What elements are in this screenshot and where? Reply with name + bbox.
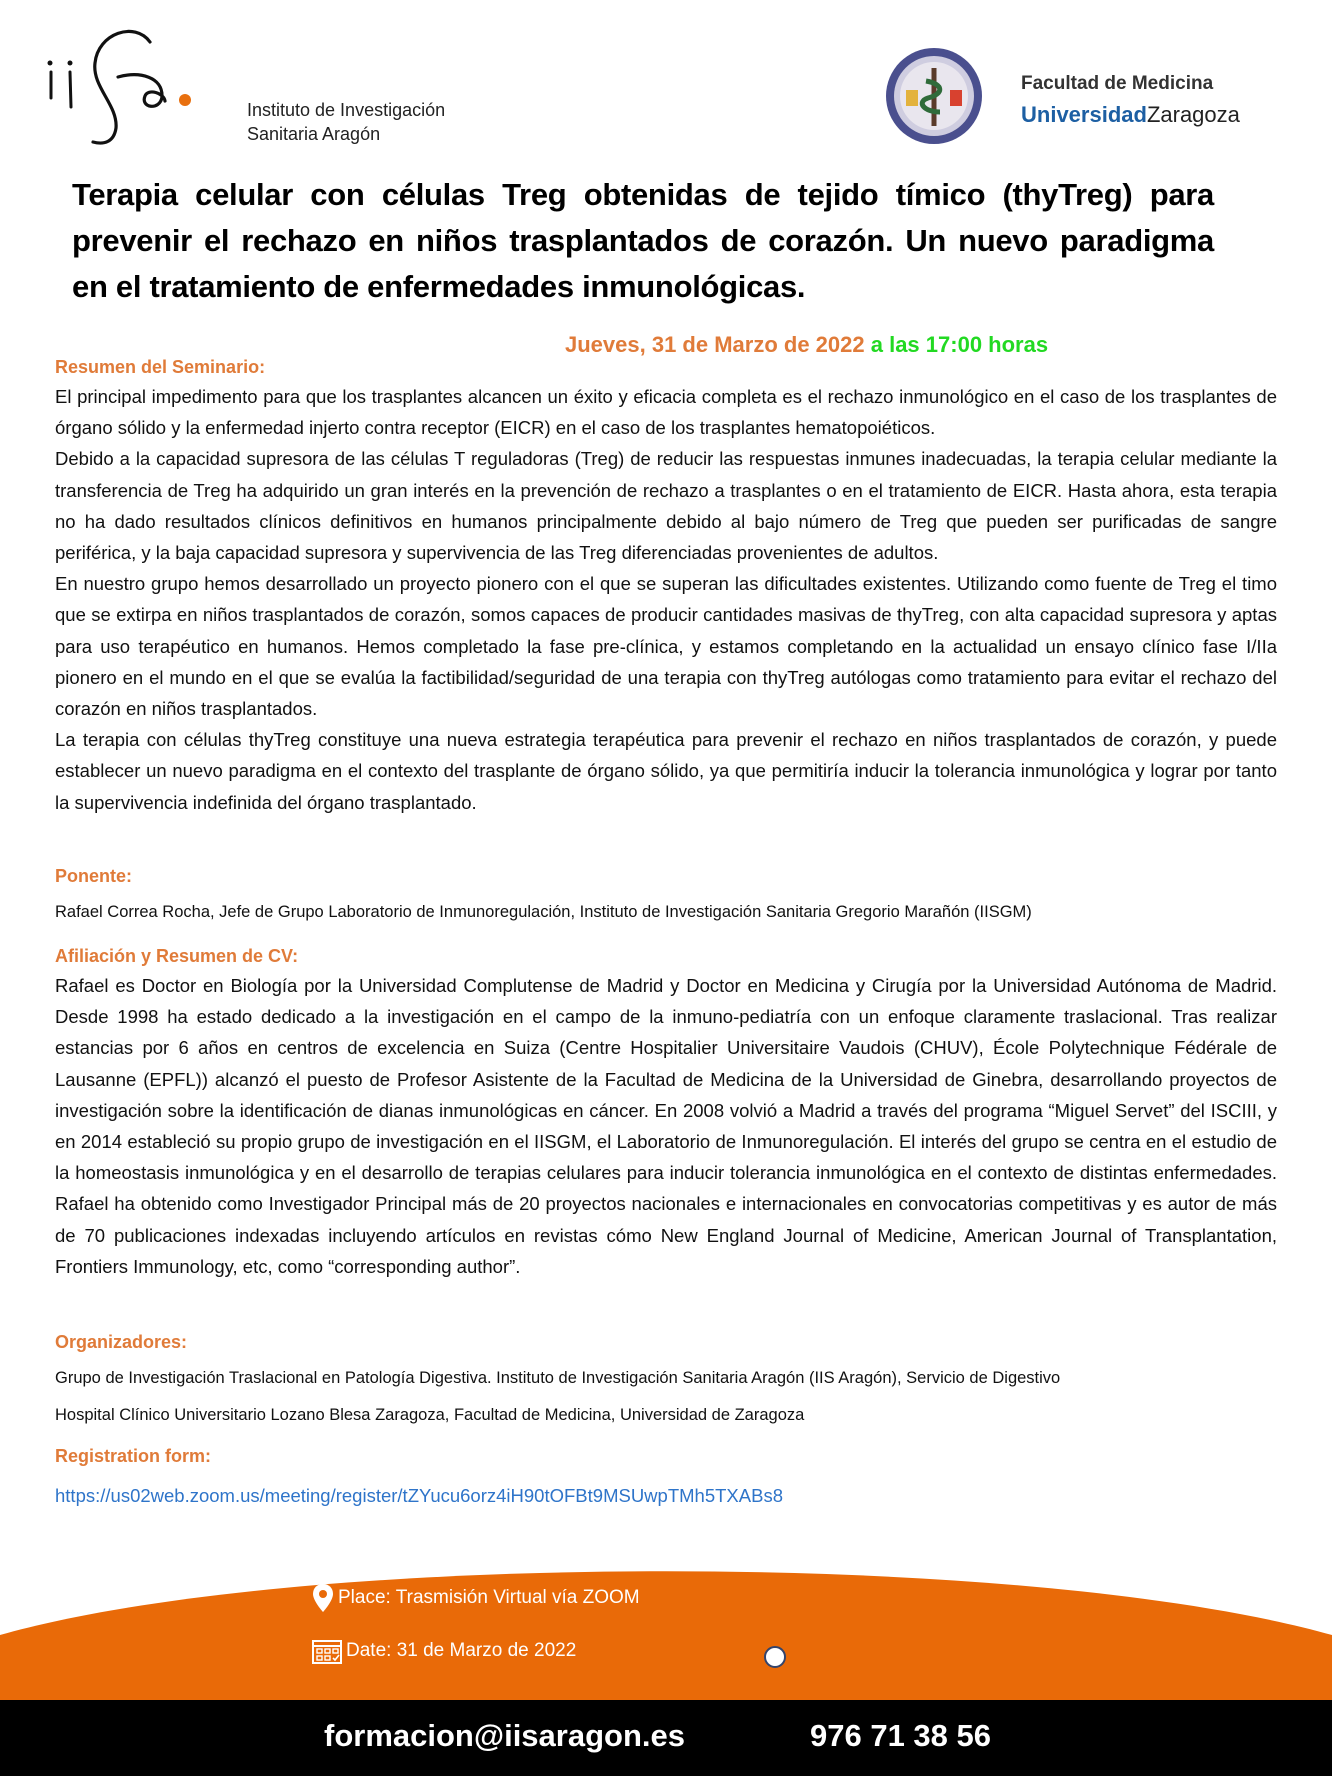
university-bold: Universidad bbox=[1021, 102, 1147, 127]
cv-text: Rafael es Doctor en Biología por la Universidad Complutense de Madrid y Doctor en Medicina y Cirugía por la Universidad Autónoma de Madrid. Desde 1998 ha estado dedicado a la investigación en el campo de la inmuno-pediatría con un enfoque claramente traslacional. Tras realizar estancias por 6 años en centros de excelencia en Suiza (Centre Hospitalier Universitaire Vaudois (CHUV), École Polytechnique Fédérale de Lausanne (EPFL)) alcanzó el puesto de Profesor Asistente de la Facultad de Medicina de la Universidad de Ginebra, desarrollando proyectos de investigación sobre la identificación de dianas inmunológicas en cáncer. En 2008 volvió a Madrid a través del programa “Miguel Servet” del ISCIII, y en 2014 estableció su propio grupo de investigación en el IISGM, el Laboratorio de Inmunoregulación. El interés del grupo se centra en el estudio de la homeostasis inmunológica y en el desarrollo de terapias celulares para inducir tolerancia inmunológica en el contexto de distintas enfermedades. Rafael ha obtenido como Investigador Principal más de 20 proyectos nacionales e internacionales en convocatorias competitivas y es autor de más de 70 publicaciones indexadas incluyendo artículos en revistas cómo New England Journal of Medicine, American Journal of Transplantation, Frontiers Immunology, etc, como “corresponding author”. bbox=[55, 975, 1277, 1277]
organizers-line2: Hospital Clínico Universitario Lozano Blesa Zaragoza, Facultad de Medicina, Universidad de Zaragoza bbox=[55, 1406, 805, 1424]
decorative-circle bbox=[764, 1646, 786, 1668]
summary-section bbox=[55, 357, 1277, 818]
iisa-name-line2: Sanitaria Aragón bbox=[247, 124, 381, 144]
location-pin-icon bbox=[312, 1583, 334, 1613]
faculty-seal-icon bbox=[884, 46, 984, 146]
summary-paragraph: El principal impedimento para que los trasplantes alcancen un éxito y eficacia completa es el rechazo inmunológico en el caso de los trasplantes de órgano sólido y la enfermedad injerto contra receptor (EICR) en el caso de los trasplantes hematopoiéticos. bbox=[55, 386, 1277, 439]
calendar-icon bbox=[312, 1638, 342, 1664]
iisa-mark-icon bbox=[40, 25, 230, 155]
date-info bbox=[312, 1638, 576, 1664]
organizers-line1: Grupo de Investigación Traslacional en Patología Digestiva. Instituto de Investigación Sanitaria Aragón (IIS Aragón), Servicio de Digestivo bbox=[55, 1369, 1061, 1387]
registration-link[interactable]: https://us02web.zoom.us/meeting/register/tZYucu6orz4iH90tOFBt9MSUwpTMh5TXABs8 bbox=[55, 1485, 783, 1506]
summary-body bbox=[55, 381, 1277, 818]
summary-paragraph: La terapia con células thyTreg constituye una nueva estrategia terapéutica para prevenir el rechazo en niños trasplantados de corazón, y puede establecer un nuevo paradigma en el contexto del trasplante de órgano sólido, ya que permitiría inducir la tolerancia inmunológica y lograr por tanto la supervivencia indefinida del órgano trasplantado. bbox=[55, 729, 1277, 813]
place-text: Place: Trasmisión Virtual vía ZOOM bbox=[338, 1587, 640, 1609]
summary-heading: Resumen del Seminario: bbox=[55, 357, 266, 377]
contact-email[interactable]: formacion@iisaragon.es bbox=[324, 1718, 685, 1753]
speaker-section bbox=[55, 866, 1277, 922]
date-text: Date: 31 de Marzo de 2022 bbox=[346, 1640, 577, 1662]
unizar-logo bbox=[884, 46, 1324, 146]
place-info bbox=[312, 1583, 640, 1613]
speaker-text: Rafael Correa Rocha, Jefe de Grupo Laboratorio de Inmunoregulación, Instituto de Investigación Sanitaria Gregorio Marañón (IISGM) bbox=[55, 903, 1032, 921]
orange-arc-band bbox=[0, 1560, 1332, 1700]
summary-paragraph: Debido a la capacidad supresora de las células T reguladoras (Treg) de reducir las respuestas inmunes inadecuadas, la terapia celular mediante la transferencia de Treg ha adquirido un gran interés en la prevención de rechazo a trasplantes o en el tratamiento de EICR. Hasta ahora, esta terapia no ha dado resultados clínicos definitivos en humanos principalmente debido al bajo número de Treg que pueden ser purificadas de sangre periférica, y la baja capacidad supresora y supervivencia de las Treg diferenciadas provenientes de adultos. bbox=[55, 448, 1277, 564]
university-name bbox=[1021, 102, 1240, 128]
summary-paragraph: En nuestro grupo hemos desarrollado un proyecto pionero con el que se superan las dificultades existentes. Utilizando como fuente de Treg el timo que se extirpa en niños trasplantados de corazón, somos capaces de producir cantidades masivas de thyTreg, con alta capacidad supresora y aptas para uso terapéutico en humanos. Hemos completado la fase pre-clínica, y estamos completando en la actualidad un ensayo clínico fase I/IIa pionero en el mundo en el que se evalúa la factibilidad/seguridad de una terapia con thyTreg autólogas como tratamiento para evitar el rechazo del corazón en niños trasplantados. bbox=[55, 573, 1277, 720]
event-date: Jueves, 31 de Marzo de 2022 bbox=[565, 332, 865, 357]
event-time: a las 17:00 horas bbox=[864, 332, 1049, 357]
iisa-name-line1: Instituto de Investigación bbox=[247, 100, 446, 120]
event-datetime bbox=[565, 332, 1048, 358]
seminar-title: Terapia celular con células Treg obtenidas de tejido tímico (thyTreg) para prevenir el rechazo en niños trasplantados de corazón. Un nuevo paradigma en el tratamiento de enfermedades inmunológicas. bbox=[72, 177, 1214, 304]
speaker-heading: Ponente: bbox=[55, 866, 133, 886]
university-city: Zaragoza bbox=[1146, 102, 1240, 127]
contact-phone: 976 71 38 56 bbox=[810, 1718, 992, 1753]
registration-heading: Registration form: bbox=[55, 1446, 212, 1466]
iisa-logo bbox=[40, 25, 460, 155]
organizers-section bbox=[55, 1332, 1277, 1425]
cv-heading: Afiliación y Resumen de CV: bbox=[55, 946, 299, 966]
registration-section bbox=[55, 1446, 1277, 1507]
cv-section bbox=[55, 946, 1277, 1282]
organizers-heading: Organizadores: bbox=[55, 1332, 188, 1352]
faculty-name: Facultad de Medicina bbox=[1021, 73, 1214, 94]
